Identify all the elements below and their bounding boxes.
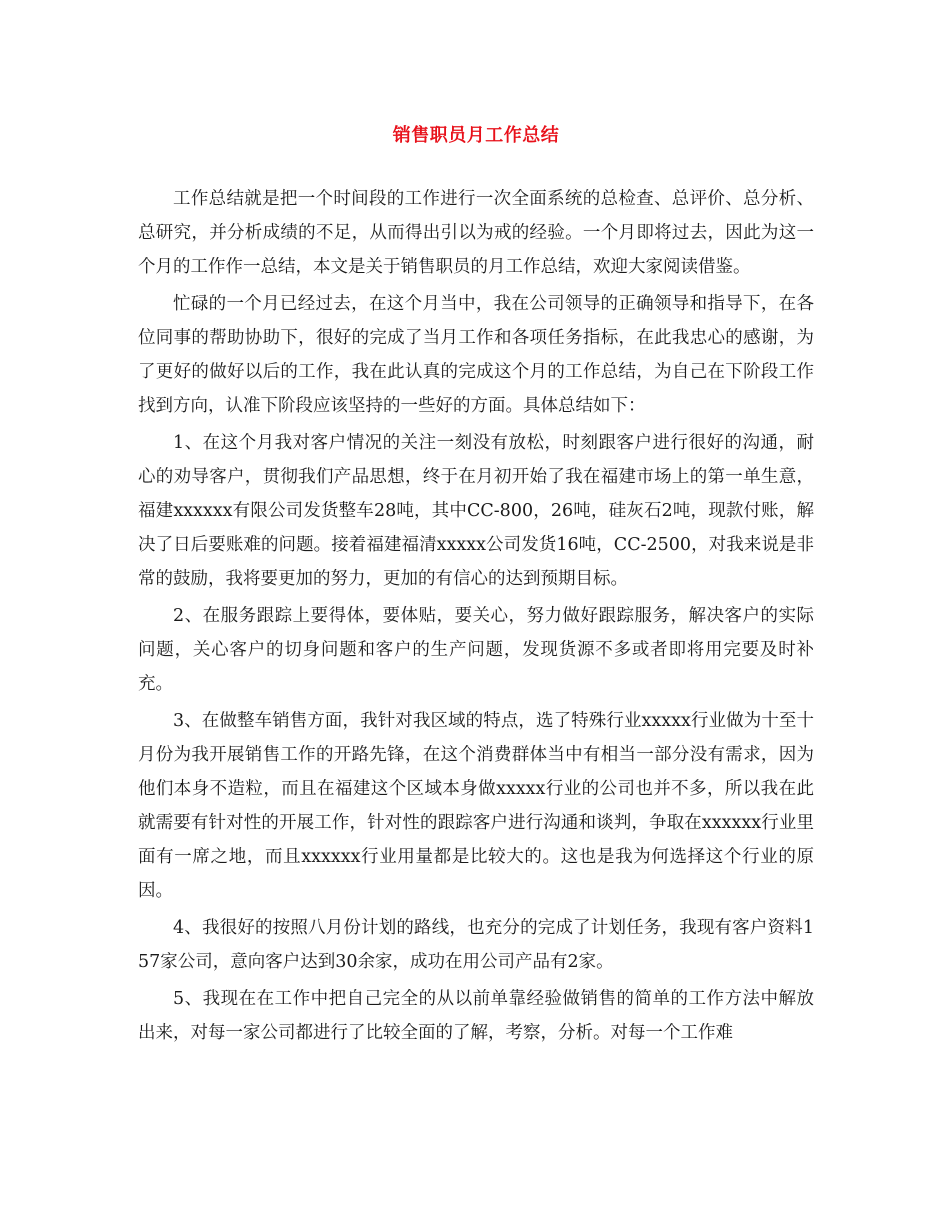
paragraph-item-2: 2、在服务跟踪上要得体，要体贴，要关心，努力做好跟踪服务，解决客户的实际问题，关心客户的切身问题和客户的生产问题，发现货源不多或者即将用完要及时补充。 — [138, 606, 814, 694]
paragraph-item-5: 5、我现在在工作中把自己完全的从以前单靠经验做销售的简单的工作方法中解放出来，对每一家公司都进行了比较全面的了解，考察，分析。对每一个工作难 — [138, 989, 814, 1043]
paragraph-item-4: 4、我很好的按照八月份计划的路线，也充分的完成了计划任务，我现有客户资料157家公司，意向客户达到30余家，成功在用公司产品有2家。 — [138, 918, 814, 972]
paragraph-overview: 忙碌的一个月已经过去，在这个月当中，我在公司领导的正确领导和指导下，在各位同事的帮助协助下，很好的完成了当月工作和各项任务指标，在此我忠心的感谢，为了更好的做好以后的工作，我在此认真的完成这个月的工作总结，为自己在下阶段工作找到方向，认准下阶段应该坚持的一些好的方面。具体总结如下： — [138, 294, 814, 416]
paragraph-item-1: 1、在这个月我对客户情况的关注一刻没有放松，时刻跟客户进行很好的沟通，耐心的劝导客户，贯彻我们产品思想，终于在月初开始了我在福建市场上的第一单生意，福建xxxxxx有限公司发货整车28吨，其中CC-800，26吨，硅灰石2吨，现款付账，解决了日后要账难的问题。接着福建福清xxxxx公司发货16吨，CC-2500，对我来说是非常的鼓励，我将要更加的努力，更加的有信心的达到预期目标。 — [138, 433, 814, 589]
document-title: 销售职员月工作总结 — [392, 125, 560, 146]
paragraph-item-3: 3、在做整车销售方面，我针对我区域的特点，选了特殊行业xxxxx行业做为十至十月份为我开展销售工作的开路先锋，在这个消费群体当中有相当一部分没有需求，因为他们本身不造粒，而且在福建这个区域本身做xxxxx行业的公司也并不多，所以我在此就需要有针对性的开展工作，针对性的跟踪客户进行沟通和谈判，争取在xxxxxx行业里面有一席之地，而且xxxxxx行业用量都是比较大的。这也是我为何选择这个行业的原因。 — [138, 711, 814, 901]
paragraph-intro: 工作总结就是把一个时间段的工作进行一次全面系统的总检查、总评价、总分析、总研究，并分析成绩的不足，从而得出引以为戒的经验。一个月即将过去，因此为这一个月的工作作一总结，本文是关于销售职员的月工作总结，欢迎大家阅读借鉴。 — [138, 189, 814, 277]
